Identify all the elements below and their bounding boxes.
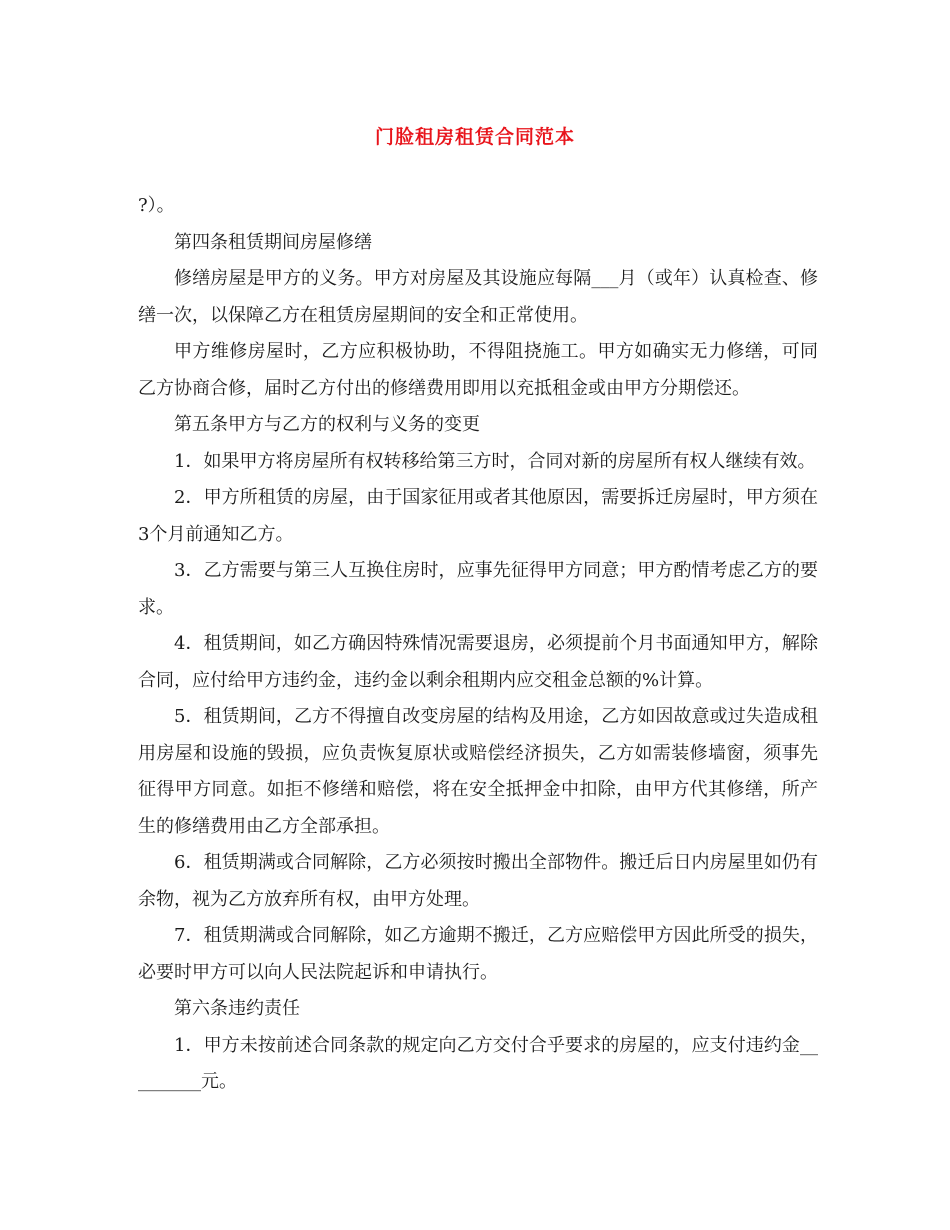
section-heading-article-5: 第五条甲方与乙方的权利与义务的变更 — [174, 414, 480, 435]
document-title: 门脸租房租赁合同范本 — [374, 126, 575, 148]
clause-item: 3．乙方需要与第三人互换住房时，应事先征得甲方同意；甲方酌情考虑乙方的要求。 — [138, 560, 818, 618]
paragraph-continuation: ?）。 — [138, 195, 175, 216]
clause-item: 4．租赁期间，如乙方确因特殊情况需要退房，必须提前个月书面通知甲方，解除合同，应付给甲方违约金，违约金以剩余租期内应交租金总额的%计算。 — [138, 633, 818, 691]
paragraph: 修缮房屋是甲方的义务。甲方对房屋及其设施应每隔___月（或年）认真检查、修缮一次，以保障乙方在租赁房屋期间的安全和正常使用。 — [138, 268, 818, 326]
clause-item: 6．租赁期满或合同解除，乙方必须按时搬出全部物件。搬迁后日内房屋里如仍有余物，视为乙方放弃所有权，由甲方处理。 — [138, 852, 818, 910]
clause-item: 7．租赁期满或合同解除，如乙方逾期不搬迁，乙方应赔偿甲方因此所受的损失，必要时甲方可以向人民法院起诉和申请执行。 — [138, 925, 818, 983]
document-body — [138, 188, 818, 1101]
clause-item: 1．甲方未按前述合同条款的规定向乙方交付合乎要求的房屋的，应支付违约金_________元。 — [138, 1034, 818, 1092]
section-heading-article-6: 第六条违约责任 — [174, 998, 300, 1019]
clause-item: 5．租赁期间，乙方不得擅自改变房屋的结构及用途，乙方如因故意或过失造成租用房屋和设施的毁损，应负责恢复原状或赔偿经济损失，乙方如需装修墙窗，须事先征得甲方同意。如拒不修缮和赔偿，将在安全抵押金中扣除，由甲方代其修缮，所产生的修缮费用由乙方全部承担。 — [138, 706, 818, 837]
clause-item: 2．甲方所租赁的房屋，由于国家征用或者其他原因，需要拆迁房屋时，甲方须在3个月前通知乙方。 — [138, 487, 818, 545]
clause-item: 1．如果甲方将房屋所有权转移给第三方时，合同对新的房屋所有权人继续有效。 — [174, 450, 816, 472]
paragraph: 甲方维修房屋时，乙方应积极协助，不得阻挠施工。甲方如确实无力修缮，可同乙方协商合修，届时乙方付出的修缮费用即用以充抵租金或由甲方分期偿还。 — [138, 341, 818, 399]
section-heading-article-4: 第四条租赁期间房屋修缮 — [174, 231, 372, 253]
